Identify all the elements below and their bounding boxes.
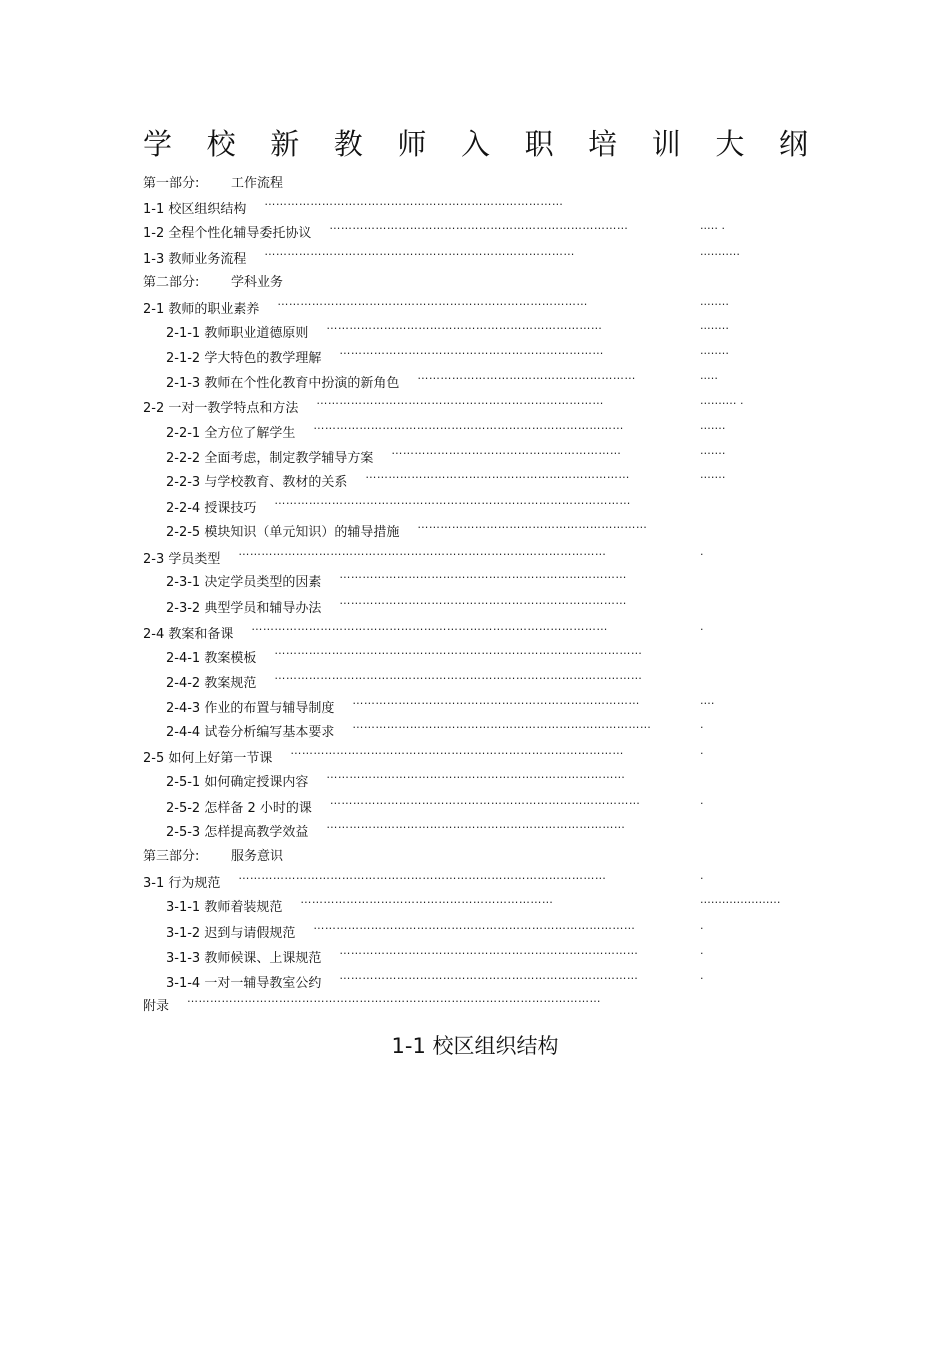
- toc-page-ref: .: [700, 794, 704, 807]
- toc-page-ref: .: [700, 545, 704, 558]
- toc-entry-label: 1-3 教师业务流程: [143, 252, 247, 267]
- toc-entry: [166, 594, 800, 617]
- toc-leader-dots: …………………………………………………………………: [316, 394, 604, 407]
- title-char: 职: [524, 127, 554, 161]
- toc-entry-label: 2-2-3 与学校教育、教材的关系: [166, 475, 348, 490]
- toc-page-ref: .…: [700, 694, 715, 707]
- toc-page-ref: .: [700, 919, 704, 932]
- toc-entry: [166, 944, 800, 967]
- toc-leader-dots: ……………………………………………………………………: [326, 818, 626, 831]
- toc-page-ref: .: [700, 969, 704, 982]
- toc-entry: [166, 568, 800, 591]
- toc-page-ref: .……: [700, 419, 726, 432]
- toc-leader-dots: ……………………………………………………………: [339, 344, 604, 357]
- toc-entry: [143, 245, 800, 268]
- toc-entry-label: 3-1-1 教师着装规范: [166, 900, 283, 915]
- toc-entry: [143, 869, 800, 892]
- title-char: 大: [715, 127, 745, 161]
- toc-leader-dots: ……………………………………………………: [417, 518, 648, 531]
- toc-part-title: 学科业务: [231, 275, 284, 290]
- section-heading: 1-1 校区组织结构: [391, 1034, 559, 1058]
- toc-leader-dots: ……………………………………………………………………: [339, 969, 639, 982]
- toc-part-heading: [143, 845, 800, 865]
- toc-entry: [166, 794, 800, 817]
- toc-page-ref: .: [700, 744, 704, 757]
- toc-leader-dots: …………………………………………………: [417, 369, 636, 382]
- toc-entry: [166, 893, 800, 916]
- toc-entry: [143, 545, 800, 568]
- toc-page-ref: .……… .: [700, 394, 744, 407]
- toc-entry-label: 3-1-4 一对一辅导教室公约: [166, 976, 322, 991]
- toc-page-ref: .: [700, 869, 704, 882]
- title-char: 培: [588, 127, 618, 161]
- toc-page-ref: .……: [700, 444, 726, 457]
- title-char: 训: [651, 127, 681, 161]
- title-char: 纲: [778, 127, 808, 161]
- toc-entry: [166, 969, 800, 992]
- title-char: 教: [333, 127, 363, 161]
- toc-leader-dots: …………………………………………………………………: [339, 594, 627, 607]
- toc-entry-label: 2-2-1 全方位了解学生: [166, 426, 296, 441]
- toc-entry: [166, 444, 800, 467]
- toc-leader-dots: ……………………………………………………………………: [326, 768, 626, 781]
- toc-entry-label: 2-3-2 典型学员和辅导办法: [166, 601, 322, 616]
- toc-entry-label: 2-3 学员类型: [143, 552, 221, 567]
- toc-entry: [166, 818, 800, 841]
- title-char: 师: [397, 127, 427, 161]
- toc-entry-label: 3-1-3 教师候课、上课规范: [166, 951, 322, 966]
- toc-entry: [166, 518, 800, 541]
- toc-entry: [143, 992, 800, 1015]
- toc-leader-dots: ……………………………………………………………………: [329, 219, 629, 232]
- toc-leader-dots: ……………………………………………………………………: [339, 944, 639, 957]
- toc-leader-dots: ……………………………………………………………………………………: [238, 545, 607, 558]
- toc-leader-dots: ………………………………………………………………………………………………: [187, 992, 602, 1005]
- toc-leader-dots: ………………………………………………………………………: [329, 794, 641, 807]
- toc-leader-dots: ………………………………………………………………………: [264, 245, 575, 258]
- title-char: 入: [460, 127, 490, 161]
- toc-entry: [166, 768, 800, 791]
- toc-entry-label: 2-2-4 授课技巧: [166, 501, 257, 516]
- toc-entry-label: 2-2-5 模块知识（单元知识）的辅导措施: [166, 525, 400, 540]
- toc-entry-label: 2-5-1 如何确定授课内容: [166, 775, 309, 790]
- toc-entry-label: 第二部分:: [143, 275, 200, 290]
- toc-page-ref: .: [700, 718, 704, 731]
- toc-part-title: 工作流程: [231, 176, 284, 191]
- title-char: 新: [270, 127, 300, 161]
- toc-entry: [166, 644, 800, 667]
- toc-entry: [166, 694, 800, 717]
- toc-page-ref: .: [700, 620, 704, 633]
- toc-entry: [143, 620, 800, 643]
- toc-entry-label: 第一部分:: [143, 176, 200, 191]
- toc-leader-dots: ……………………………………………………………………………………: [274, 644, 643, 657]
- toc-leader-dots: ……………………………………………………: [391, 444, 622, 457]
- toc-entry-label: 2-1-3 教师在个性化教育中扮演的新角色: [166, 376, 400, 391]
- toc-entry-label: 1-1 校区组织结构: [143, 202, 247, 217]
- toc-page-ref: ..……: [700, 295, 729, 308]
- toc-entry-label: 3-1 行为规范: [143, 876, 221, 891]
- toc-entry-label: 2-2-2 全面考虑，制定教学辅导方案: [166, 451, 374, 466]
- toc-leader-dots: …………………………………………………………………: [339, 568, 627, 581]
- toc-leader-dots: ……………………………………………………………………: [352, 718, 652, 731]
- toc-page-ref: ..… .: [700, 219, 725, 232]
- toc-entry: [143, 219, 800, 242]
- toc-entry: [166, 344, 800, 367]
- toc-entry-label: 第三部分:: [143, 849, 200, 864]
- toc-entry-label: 2-4-4 试卷分析编写基本要求: [166, 725, 335, 740]
- toc-leader-dots: …………………………………………………………………………………: [251, 620, 608, 633]
- toc-part-title: 服务意识: [231, 849, 284, 864]
- toc-entry-label: 2-5-3 怎样提高教学效益: [166, 825, 309, 840]
- toc-entry-label: 2-1-2 学大特色的教学理解: [166, 351, 322, 366]
- toc-entry-label: 2-3-1 决定学员类型的因素: [166, 575, 322, 590]
- toc-entry-label: 2-1-1 教师职业道德原则: [166, 326, 309, 341]
- toc-leader-dots: ……………………………………………………………………: [264, 195, 564, 208]
- toc-leader-dots: …………………………………………………………………………: [313, 919, 636, 932]
- toc-entry: [143, 195, 800, 218]
- toc-page-ref: .……: [700, 468, 726, 481]
- toc-entry: [166, 468, 800, 491]
- title-char: 校: [206, 127, 236, 161]
- toc-leader-dots: …………………………………………………………: [300, 893, 554, 906]
- toc-page-ref: .…………………: [700, 893, 781, 906]
- toc-entry-label: 1-2 全程个性化辅导委托协议: [143, 226, 312, 241]
- toc-leader-dots: ………………………………………………………………: [326, 319, 603, 332]
- toc-entry: [166, 718, 800, 741]
- toc-page-ref: .: [700, 944, 704, 957]
- toc-entry-label: 2-2 一对一教学特点和方法: [143, 401, 299, 416]
- document-title: [143, 122, 808, 162]
- title-char: 学: [143, 127, 173, 161]
- toc-entry-label: 2-4-3 作业的布置与辅导制度: [166, 701, 335, 716]
- toc-entry: [166, 419, 800, 442]
- toc-entry: [166, 669, 800, 692]
- toc-entry-label: 附录: [143, 999, 170, 1014]
- toc-entry-label: 2-1 教师的职业素养: [143, 302, 260, 317]
- toc-leader-dots: ……………………………………………………………: [365, 468, 630, 481]
- toc-entry: [166, 494, 800, 517]
- toc-entry-label: 3-1-2 迟到与请假规范: [166, 926, 296, 941]
- toc-leader-dots: ……………………………………………………………………………………: [274, 669, 643, 682]
- toc-page-ref: ..……: [700, 344, 729, 357]
- toc-page-ref: ..……: [700, 319, 729, 332]
- toc-entry: [143, 295, 800, 318]
- toc-page-ref: ..………: [700, 245, 740, 258]
- toc-leader-dots: ……………………………………………………………………………: [290, 744, 624, 757]
- toc-entry: [166, 369, 800, 392]
- toc-part-heading: [143, 172, 800, 192]
- toc-entry-label: 2-4 教案和备课: [143, 627, 234, 642]
- toc-leader-dots: …………………………………………………………………………………: [274, 494, 631, 507]
- toc-leader-dots: …………………………………………………………………: [352, 694, 640, 707]
- toc-leader-dots: ………………………………………………………………………: [277, 295, 588, 308]
- toc-leader-dots: ………………………………………………………………………: [313, 419, 624, 432]
- toc-entry-label: 2-4-1 教案模板: [166, 651, 257, 666]
- toc-entry: [166, 919, 800, 942]
- toc-entry-label: 2-4-2 教案规范: [166, 676, 257, 691]
- toc-leader-dots: ……………………………………………………………………………………: [238, 869, 607, 882]
- toc-entry-label: 2-5-2 怎样备 2 小时的课: [166, 801, 312, 816]
- toc-part-heading: [143, 271, 800, 291]
- toc-entry-label: 2-5 如何上好第一节课: [143, 751, 273, 766]
- toc-entry: [166, 319, 800, 342]
- toc-entry: [143, 394, 800, 417]
- toc-entry: [143, 744, 800, 767]
- toc-page-ref: ..…: [700, 369, 718, 382]
